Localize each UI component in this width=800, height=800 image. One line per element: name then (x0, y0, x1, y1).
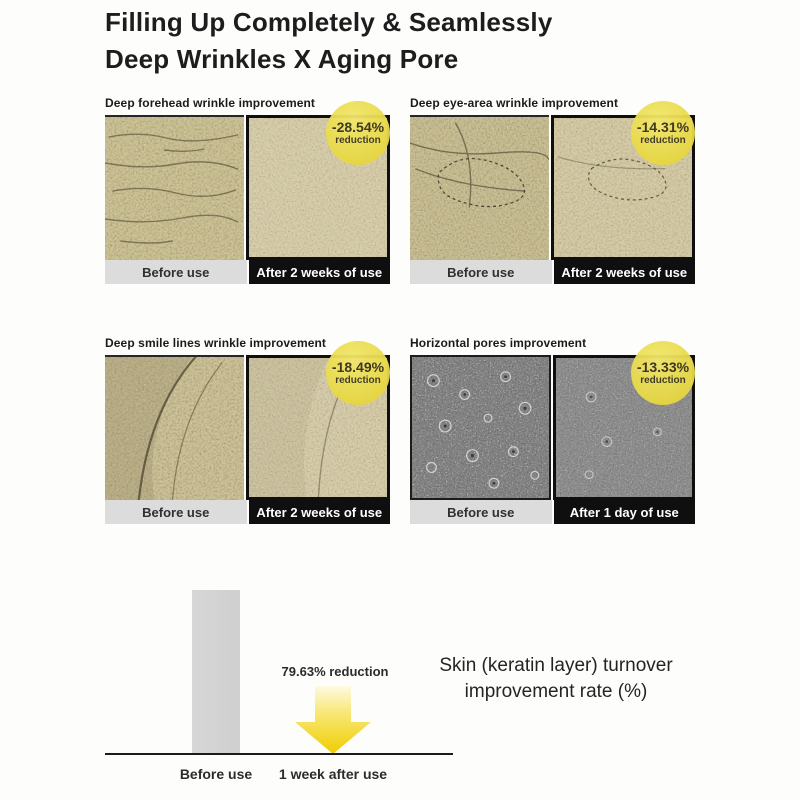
before-after-pair (410, 115, 695, 260)
before-photo (105, 115, 244, 260)
x-label-after: 1 week after use (278, 766, 388, 782)
reduction-value: -28.54% (331, 118, 385, 135)
title-line-2: Deep Wrinkles X Aging Pore (105, 44, 459, 74)
before-after-pair (105, 115, 390, 260)
before-label: Before use (105, 260, 247, 284)
chart-axis (105, 753, 453, 755)
title-line-1: Filling Up Completely & Seamlessly (105, 7, 553, 37)
before-label: Before use (410, 500, 552, 524)
x-label-before: Before use (179, 766, 253, 782)
page-title (105, 4, 552, 78)
reduction-value: -18.49% (331, 358, 385, 375)
down-arrow-icon (295, 686, 371, 754)
turnover-chart (0, 560, 800, 800)
before-after-pair (105, 355, 390, 500)
reduction-label: reduction (335, 374, 381, 386)
before-use-bar (192, 590, 240, 755)
after-label: After 2 weeks of use (554, 260, 696, 284)
reduction-value: -13.33% (636, 358, 690, 375)
panel-heading: Deep smile lines wrinkle improvement (105, 336, 327, 350)
comparison-grid (105, 96, 695, 524)
before-after-pair (410, 355, 695, 500)
panel-pores (410, 336, 695, 524)
reduction-badge (631, 341, 695, 405)
reduction-badge (631, 101, 695, 165)
photo-labels (105, 260, 390, 284)
panel-heading: Horizontal pores improvement (410, 336, 587, 350)
photo-labels (105, 500, 390, 524)
before-label: Before use (410, 260, 552, 284)
reduction-annotation: 79.63% reduction (281, 664, 389, 679)
panel-eye-area (410, 96, 695, 284)
reduction-badge (326, 101, 390, 165)
after-label: After 1 day of use (554, 500, 696, 524)
chart-title-line-1: Skin (keratin layer) turnover (439, 655, 673, 676)
chart-title (430, 653, 682, 705)
reduction-badge (326, 341, 390, 405)
chart-title-line-2: improvement rate (%) (464, 681, 648, 702)
photo-labels (410, 260, 695, 284)
panel-forehead (105, 96, 390, 284)
reduction-label: reduction (640, 374, 686, 386)
before-photo (105, 355, 244, 500)
panel-smile-lines (105, 336, 390, 524)
before-photo (410, 115, 549, 260)
panel-heading: Deep forehead wrinkle improvement (105, 96, 316, 110)
photo-labels (410, 500, 695, 524)
before-photo (410, 355, 551, 500)
reduction-label: reduction (335, 134, 381, 146)
reduction-label: reduction (640, 134, 686, 146)
before-label: Before use (105, 500, 247, 524)
reduction-value: -14.31% (636, 118, 690, 135)
after-label: After 2 weeks of use (249, 260, 391, 284)
panel-heading: Deep eye-area wrinkle improvement (410, 96, 619, 110)
after-label: After 2 weeks of use (249, 500, 391, 524)
